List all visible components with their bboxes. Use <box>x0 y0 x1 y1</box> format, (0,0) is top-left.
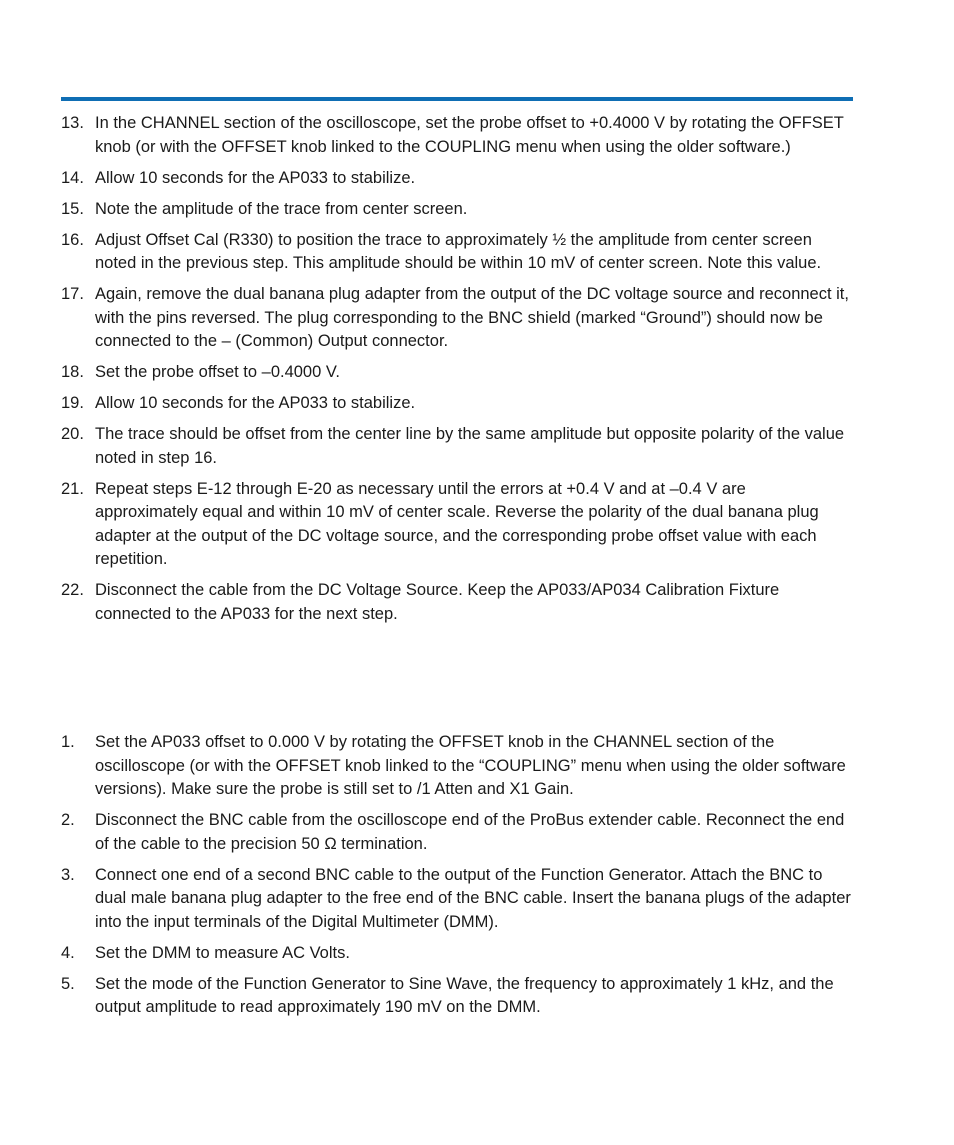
list-item <box>61 198 851 222</box>
list-item <box>61 112 851 159</box>
step-text: Note the amplitude of the trace from center screen. <box>95 199 468 218</box>
list-item <box>61 361 851 385</box>
list-item <box>61 392 851 416</box>
list-item <box>61 229 851 276</box>
list-item <box>61 478 851 572</box>
list-item <box>61 731 851 802</box>
step-text: Set the mode of the Function Generator to Sine Wave, the frequency to approximately 1 kHz, and the output amplitude to read approximately 190 mV on the DMM. <box>95 974 834 1016</box>
list-item <box>61 579 851 626</box>
procedure-list-offset <box>61 112 851 634</box>
step-number: 20. <box>61 425 84 443</box>
step-number: 16. <box>61 230 84 249</box>
list-item <box>61 423 851 470</box>
step-number: 21. <box>61 479 84 498</box>
step-number: 2. <box>61 811 75 829</box>
step-text: Repeat steps E-12 through E-20 as necessary until the errors at +0.4 V and at –0.4 V are approximately equal and within 10 mV of center scale. Reverse the polarity of the dual banana plug adapter at the output of the DC voltage source, and the corresponding probe offset value with each repetition. <box>95 479 819 568</box>
list-item <box>61 973 851 1020</box>
step-number: 22. <box>61 581 84 599</box>
step-number: 5. <box>61 974 75 993</box>
step-text: Set the probe offset to –0.4000 V. <box>95 363 340 381</box>
step-number: 1. <box>61 733 75 751</box>
step-number: 3. <box>61 865 75 884</box>
header-rule <box>61 97 853 101</box>
step-text: Disconnect the cable from the DC Voltage Source. Keep the AP033/AP034 Calibration Fixture connected to the AP033 for the next step. <box>95 581 780 623</box>
step-text: The trace should be offset from the center line by the same amplitude but opposite polarity of the value noted in step 16. <box>95 425 845 467</box>
step-number: 13. <box>61 114 84 132</box>
list-item <box>61 167 851 191</box>
step-number: 19. <box>61 394 84 412</box>
step-text: Set the AP033 offset to 0.000 V by rotating the OFFSET knob in the CHANNEL section of the oscilloscope (or with the OFFSET knob linked to the “COUPLING” menu when using the older software versions). Make sure the probe is still set to /1 Atten and X1 Gain. <box>95 733 846 798</box>
list-item <box>61 942 851 966</box>
procedure-list-ac <box>61 731 851 1027</box>
step-number: 17. <box>61 285 84 303</box>
step-number: 15. <box>61 199 84 218</box>
step-text: Connect one end of a second BNC cable to the output of the Function Generator. Attach the BNC to dual male banana plug adapter to the free end of the BNC cable. Insert the banana plugs of the adapter into the input terminals of the Digital Multimeter (DMM). <box>95 865 851 931</box>
step-text: In the CHANNEL section of the oscilloscope, set the probe offset to +0.4000 V by rotating the OFFSET knob (or with the OFFSET knob linked to the COUPLING menu when using the older software.) <box>95 114 844 156</box>
step-text: Allow 10 seconds for the AP033 to stabilize. <box>95 168 416 187</box>
list-item <box>61 864 851 935</box>
step-number: 18. <box>61 363 84 381</box>
list-item <box>61 809 851 856</box>
step-text: Allow 10 seconds for the AP033 to stabilize. <box>95 394 416 412</box>
step-text: Disconnect the BNC cable from the oscilloscope end of the ProBus extender cable. Reconnect the end of the cable to the precision 50 Ω termination. <box>95 811 845 853</box>
step-number: 14. <box>61 168 84 187</box>
step-text: Again, remove the dual banana plug adapter from the output of the DC voltage source and reconnect it, with the pins reversed. The plug corresponding to the BNC shield (marked “Ground”) should now be connected to the – (Common) Output connector. <box>95 285 849 350</box>
step-text: Set the DMM to measure AC Volts. <box>95 943 350 962</box>
step-number: 4. <box>61 943 75 962</box>
step-text: Adjust Offset Cal (R330) to position the trace to approximately ½ the amplitude from center screen noted in the previous step. This amplitude should be within 10 mV of center screen. Note this value. <box>95 230 822 272</box>
list-item <box>61 283 851 354</box>
